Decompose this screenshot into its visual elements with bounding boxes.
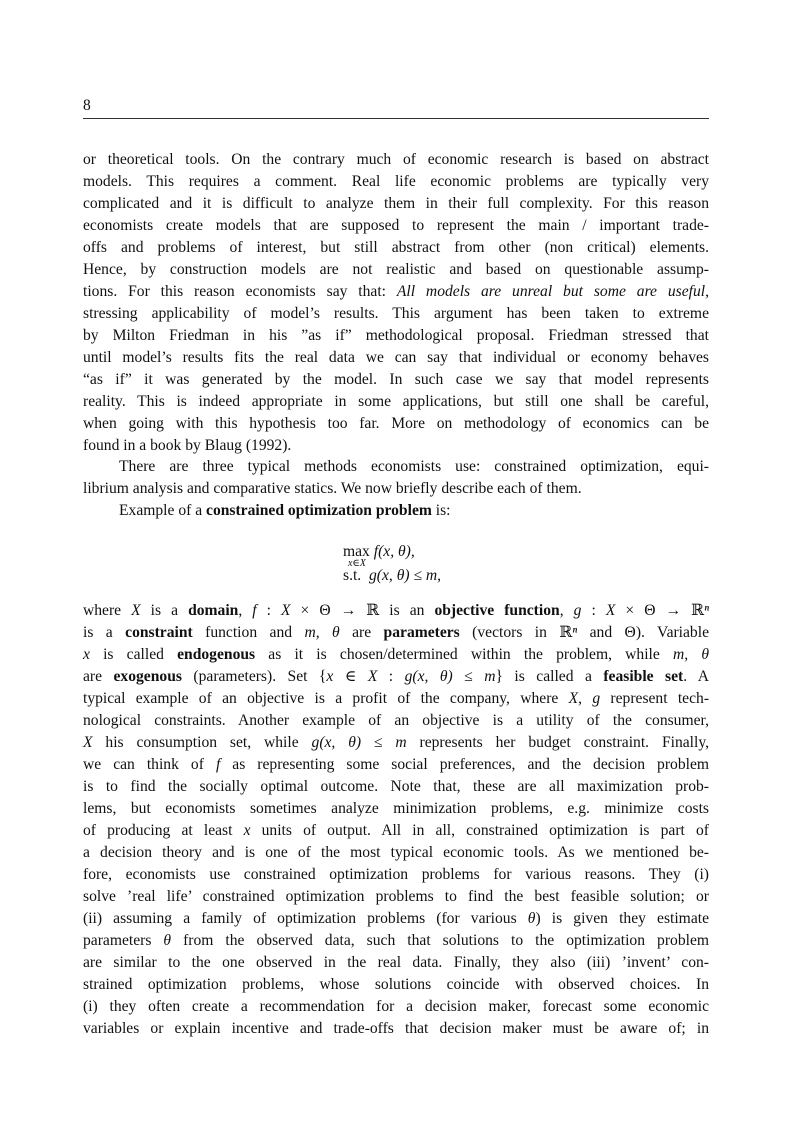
max-subscript: x∈X	[347, 558, 366, 569]
math-symbol: θ	[527, 910, 536, 927]
text-run: offs and problems of interest, but still abstract from other (non critical) elements.	[83, 239, 709, 256]
text-run: complicated and it is difficult to analyze them in their full complexity. For this reason	[83, 195, 709, 212]
text-run: :	[377, 668, 405, 685]
text-line	[83, 500, 709, 522]
math-symbol: m	[395, 734, 407, 751]
text-run: “as if” it was generated by the model. In such case we say that model represents	[83, 371, 709, 388]
italic-text: All models are unreal but some are useful	[396, 283, 706, 300]
bold-term: exogenous	[113, 668, 182, 685]
text-line	[83, 732, 709, 754]
text-run: function and	[192, 624, 305, 641]
bold-term: constraint	[125, 624, 193, 641]
text-run: (ii) assuming a family of optimization problems (for various	[83, 910, 528, 927]
paragraph-methodology	[83, 149, 709, 457]
text-line	[83, 710, 709, 732]
text-line	[83, 974, 709, 996]
text-line	[83, 215, 709, 237]
text-run: reality. This is indeed appropriate in some applications, but still one shall be careful,	[83, 393, 709, 410]
text-line	[83, 456, 709, 478]
math-symbol: X	[281, 602, 291, 619]
text-run: when going with this hypothesis too far. More on methodology of economics can be	[83, 415, 709, 432]
text-run: fore, economists use constrained optimization problems for various reasons. They (i)	[83, 866, 709, 883]
math-symbol: x	[326, 668, 334, 685]
text-line	[83, 149, 709, 171]
text-run: (vectors in ℝ	[459, 624, 573, 641]
text-run: from the observed data, such that solutions to the optimization problem	[171, 932, 710, 949]
text-run: } is called a	[495, 668, 604, 685]
text-line	[83, 864, 709, 886]
text-line	[83, 347, 709, 369]
text-run: we can think of	[83, 756, 216, 773]
text-line	[83, 622, 709, 644]
text-line	[83, 1018, 709, 1040]
text-run: stressing applicability of model’s results. This argument has been taken to extreme	[83, 305, 709, 322]
text-run: are	[339, 624, 384, 641]
text-run: until model’s results fits the real data we can say that individual or economy behaves	[83, 349, 709, 366]
text-run: librium analysis and comparative statics. We now briefly describe each of them.	[83, 480, 582, 497]
text-run: strained optimization problems, whose solutions coincide with observed choices. In	[83, 976, 709, 993]
text-run: ∈	[333, 668, 368, 685]
text-run: nological constraints. Another example of an objective is a utility of the consumer,	[83, 712, 709, 729]
text-run: ≤	[452, 668, 485, 685]
text-run: ,	[705, 283, 709, 300]
text-run: by Milton Friedman in his ”as if” methodological proposal. Friedman stressed that	[83, 327, 709, 344]
text-run: units of output. All in all, constrained optimization is part of	[250, 822, 709, 839]
bold-term: constrained optimization problem	[206, 502, 432, 519]
st-label: s.t.	[343, 567, 362, 584]
text-run: is a	[140, 602, 189, 619]
text-line	[83, 281, 709, 303]
text-run: × Θ → ℝ	[615, 602, 705, 619]
bold-term: parameters	[383, 624, 460, 641]
text-run: models. This requires a comment. Real life economic problems are typically very	[83, 173, 709, 190]
math-symbol: g	[573, 602, 582, 619]
paragraph-methods	[83, 456, 709, 500]
text-run: :	[256, 602, 281, 619]
text-run: as representing some social preferences, and the decision problem	[220, 756, 709, 773]
math-symbol: X	[605, 602, 616, 619]
page-number: 8	[83, 97, 91, 114]
text-run: where	[83, 602, 132, 619]
math-symbol: f	[252, 602, 257, 619]
text-run: found in a book by Blaug (1992).	[83, 437, 292, 454]
text-run: as it is chosen/determined within the problem, while	[255, 646, 673, 663]
text-line	[83, 171, 709, 193]
text-line	[83, 600, 709, 622]
text-run: (i) they often create a recommendation for a decision maker, forecast some economic	[83, 998, 709, 1015]
text-line	[83, 435, 709, 457]
text-line	[83, 478, 709, 500]
text-run: economists create models that are supposed to represent the main / important trade-	[83, 217, 709, 234]
text-line	[83, 688, 709, 710]
text-run: is to find the socially optimal outcome. Note that, these are all maximization prob-	[83, 778, 709, 795]
text-line	[83, 908, 709, 930]
bold-term: endogenous	[177, 646, 256, 663]
text-line	[83, 413, 709, 435]
text-run: represent tech-	[600, 690, 710, 707]
math-symbol: m, θ	[673, 646, 710, 663]
math-symbol: X	[83, 734, 93, 751]
text-run: × Θ → ℝ is an	[290, 602, 435, 619]
math-symbol: X	[367, 668, 378, 685]
text-line	[83, 930, 709, 952]
math-symbol: θ	[163, 932, 172, 949]
text-line	[83, 303, 709, 325]
text-run: is a	[83, 624, 126, 641]
text-run: Hence, by construction models are not realistic and based on questionable assump-	[83, 261, 709, 278]
text-line	[83, 325, 709, 347]
text-run: is called	[89, 646, 178, 663]
math-symbol: g(x, θ)	[311, 734, 362, 751]
text-run: ) is given they estimate	[535, 910, 709, 927]
optimization-equation	[343, 541, 441, 589]
text-line	[83, 798, 709, 820]
math-symbol: X	[131, 602, 141, 619]
text-line	[83, 369, 709, 391]
text-run: :	[581, 602, 606, 619]
text-run: tions. For this reason economists say that:	[83, 283, 397, 300]
text-line	[83, 193, 709, 215]
text-run: solve ’real life’ constrained optimization problems to find the best feasible solution; or	[83, 888, 709, 905]
text-run: ,	[238, 602, 253, 619]
text-line	[83, 391, 709, 413]
bold-term: feasible set	[603, 668, 684, 685]
text-run: variables or explain incentive and trade-offs that decision maker must be aware of; in	[83, 1020, 709, 1037]
text-run: Example of a	[119, 502, 207, 519]
text-line	[83, 644, 709, 666]
math-symbol: f	[215, 756, 221, 773]
math-symbol: x	[243, 822, 251, 839]
paragraph-example	[83, 500, 709, 522]
constraint-expression: g(x, θ) ≤ m,	[369, 567, 442, 584]
text-run: ,	[559, 602, 574, 619]
text-line	[83, 886, 709, 908]
text-line	[83, 996, 709, 1018]
text-line	[83, 776, 709, 798]
math-symbol: m, θ	[304, 624, 340, 641]
text-run: are	[83, 668, 114, 685]
text-run: are similar to the one observed in the real data. Finally, they also (iii) ’invent’ con-	[83, 954, 709, 971]
text-run: (parameters). Set {	[181, 668, 327, 685]
text-line	[83, 237, 709, 259]
objective-function: f(x, θ),	[373, 543, 415, 560]
text-run: represents her budget constraint. Finally,	[406, 734, 710, 751]
bold-term: domain	[188, 602, 239, 619]
text-line	[83, 754, 709, 776]
text-run: is:	[431, 502, 451, 519]
text-run: his consumption set, while	[92, 734, 312, 751]
math-symbol: ⁿ	[572, 624, 578, 641]
header-rule	[83, 118, 709, 119]
text-line	[83, 842, 709, 864]
max-operator: max x∈X	[343, 543, 370, 569]
text-run: typical example of an objective is a profit of the company, where	[83, 690, 569, 707]
math-symbol: g(x, θ)	[404, 668, 453, 685]
text-run: There are three typical methods economists use: constrained optimization, equi-	[119, 458, 709, 475]
text-line	[83, 820, 709, 842]
paragraph-definitions	[83, 600, 709, 1040]
text-run: . A	[683, 668, 709, 685]
text-run: ≤	[361, 734, 396, 751]
math-symbol: ⁿ	[704, 602, 709, 619]
text-run: lems, but economists sometimes analyze minimization problems, e.g. minimize costs	[83, 800, 709, 817]
text-line	[83, 952, 709, 974]
math-symbol: m	[484, 668, 496, 685]
text-run: parameters	[83, 932, 164, 949]
bold-term: objective function	[434, 602, 560, 619]
text-run: a decision theory and is one of the most typical economic tools. As we mentioned be-	[83, 844, 709, 861]
text-line	[83, 666, 709, 688]
text-line	[83, 259, 709, 281]
text-run: of producing at least	[83, 822, 244, 839]
text-run: or theoretical tools. On the contrary much of economic research is based on abstract	[83, 151, 709, 168]
text-run: and Θ). Variable	[577, 624, 709, 641]
math-symbol: X, g	[568, 690, 601, 707]
math-symbol: x	[83, 646, 90, 663]
